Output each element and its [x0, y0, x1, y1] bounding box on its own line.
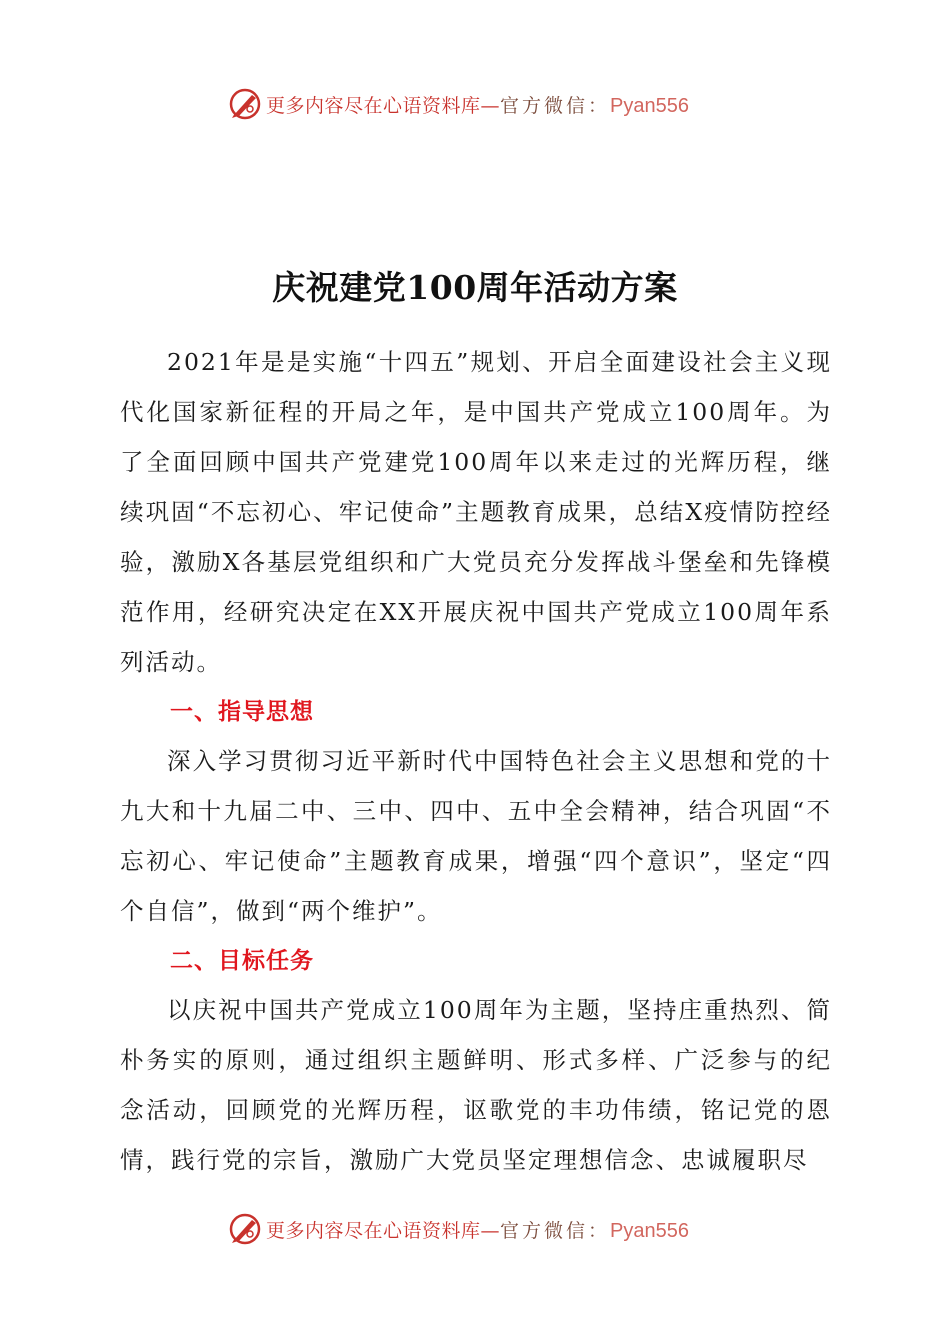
banner-wechat-label: 官方微信：	[500, 1219, 611, 1242]
section-heading-guiding-ideology: 一、指导思想	[170, 699, 314, 725]
banner-main-text: 更多内容尽在心语资料库	[266, 1219, 481, 1242]
section-heading-goals-tasks: 二、目标任务	[170, 948, 314, 974]
banner-wechat-id: Pyan556	[610, 94, 689, 117]
banner-text	[266, 91, 689, 118]
banner-wechat-label: 官方微信：	[500, 94, 611, 117]
pen-logo-icon	[228, 1212, 262, 1246]
intro-paragraph: 2021年是是实施“十四五”规划、开启全面建设社会主义现代化国家新征程的开局之年，是中国共产党成立100周年。为了全面回顾中国共产党建党100周年以来走过的光辉历程，继续巩固“不忘初心、牢记使命”主题教育成果，总结X疫情防控经验，激励X各基层党组织和广大党员充分发挥战斗堡垒和先锋模范作用，经研究决定在XX开展庆祝中国共产党成立100周年系列活动。	[120, 348, 832, 676]
banner-wechat-id: Pyan556	[610, 1219, 689, 1242]
pen-logo-icon	[228, 87, 262, 121]
document-title: 庆祝建党100周年活动方案	[272, 268, 678, 307]
banner-main-text: 更多内容尽在心语资料库	[266, 94, 481, 117]
footer-watermark-banner	[228, 1209, 689, 1249]
header-watermark-banner	[228, 84, 689, 124]
banner-dash: —	[480, 1219, 501, 1242]
banner-dash: —	[480, 94, 501, 117]
section-paragraph-goals-tasks: 以庆祝中国共产党成立100周年为主题，坚持庄重热烈、简朴务实的原则，通过组织主题鲜明、形式多样、广泛参与的纪念活动，回顾党的光辉历程，讴歌党的丰功伟绩，铭记党的恩情，践行党的宗旨，激励广大党员坚定理想信念、忠诚履职尽	[120, 996, 832, 1174]
banner-text	[266, 1216, 689, 1243]
section-paragraph-guiding-ideology: 深入学习贯彻习近平新时代中国特色社会主义思想和党的十九大和十九届二中、三中、四中、五中全会精神，结合巩固“不忘初心、牢记使命”主题教育成果，增强“四个意识”，坚定“四个自信”，做到“两个维护”。	[120, 747, 832, 925]
